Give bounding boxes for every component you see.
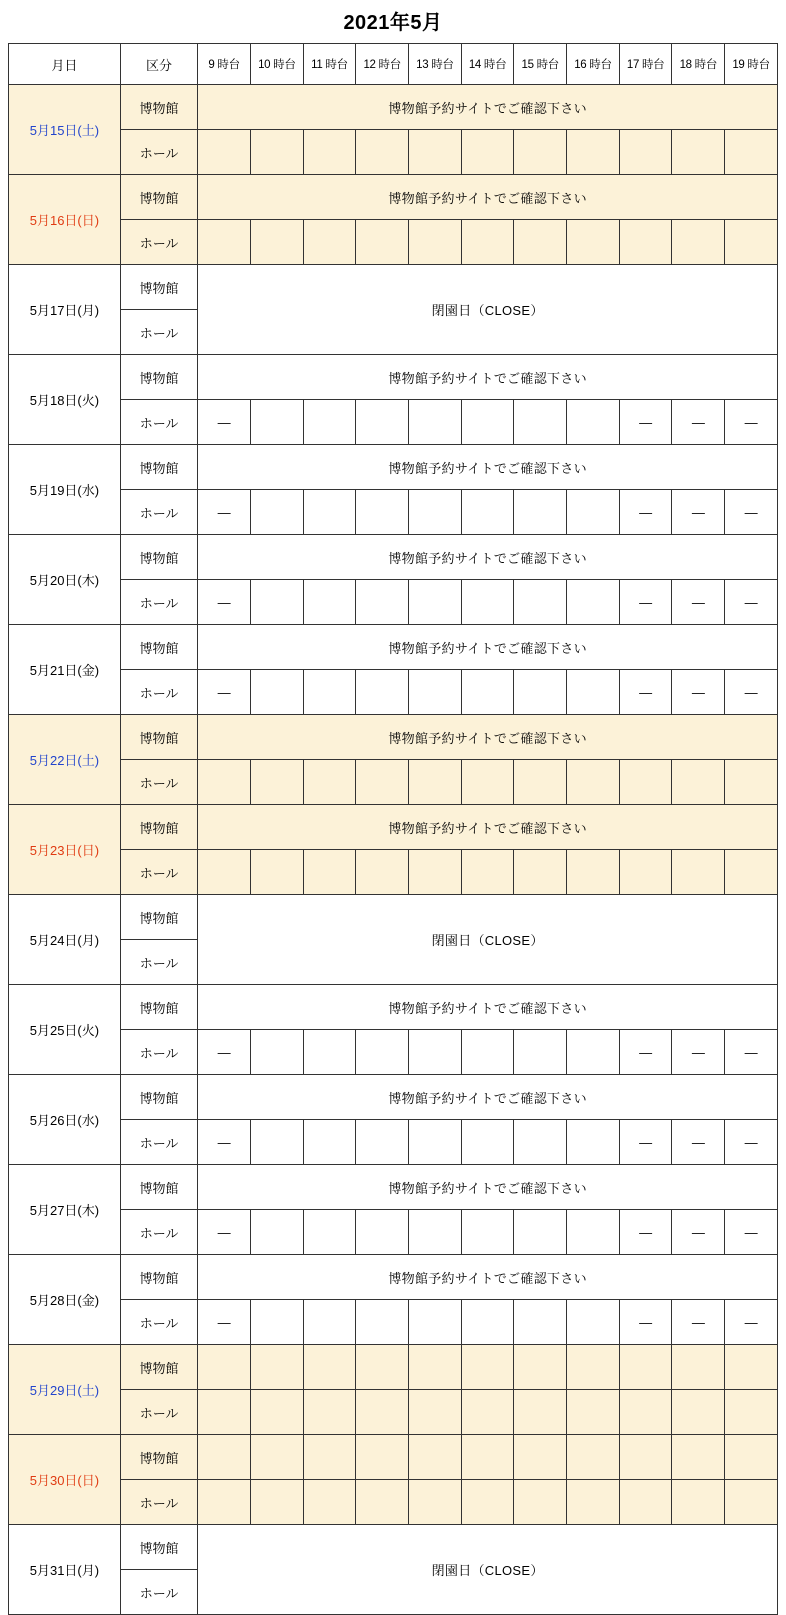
table-row	[9, 895, 778, 940]
slot-hall-9時台[interactable]: —	[198, 1120, 251, 1165]
kind-hall: ホール	[120, 1390, 197, 1435]
slot-hall-11時台[interactable]	[303, 760, 356, 805]
slot-hall-19時台[interactable]: —	[725, 400, 778, 445]
table-row	[9, 265, 778, 310]
slot-hall-9時台[interactable]: —	[198, 1210, 251, 1255]
slot-museum-9時台[interactable]	[198, 1435, 251, 1480]
slot-hall-12時台[interactable]	[356, 580, 409, 625]
slot-museum-19時台[interactable]	[725, 1345, 778, 1390]
slot-hall-15時台[interactable]	[514, 1210, 567, 1255]
slot-hall-19時台[interactable]	[725, 130, 778, 175]
slot-hall-15時台[interactable]	[514, 490, 567, 535]
slot-hall-18時台[interactable]	[672, 1390, 725, 1435]
row-date-6: 5月20日(木)	[9, 535, 121, 625]
slot-hall-10時台[interactable]	[250, 580, 303, 625]
header-hour-17: 17 時台	[619, 44, 672, 85]
reservation-message: 博物館予約サイトでご確認下さい	[198, 985, 778, 1030]
slot-hall-14時台[interactable]	[461, 490, 514, 535]
kind-hall: ホール	[120, 850, 197, 895]
slot-hall-12時台[interactable]	[356, 1120, 409, 1165]
slot-museum-10時台[interactable]	[250, 1435, 303, 1480]
slot-hall-18時台[interactable]	[672, 1480, 725, 1525]
slot-hall-14時台[interactable]	[461, 1480, 514, 1525]
table-row	[9, 85, 778, 130]
row-date-5: 5月19日(水)	[9, 445, 121, 535]
slot-hall-14時台[interactable]	[461, 1120, 514, 1165]
slot-hall-13時台[interactable]	[409, 1480, 462, 1525]
header-row	[9, 44, 778, 85]
slot-hall-16時台[interactable]	[567, 850, 620, 895]
kind-museum: 博物館	[120, 265, 197, 310]
slot-hall-9時台[interactable]	[198, 220, 251, 265]
slot-hall-16時台[interactable]	[567, 220, 620, 265]
table-row	[9, 1075, 778, 1120]
slot-hall-11時台[interactable]	[303, 670, 356, 715]
header-hour-19: 19 時台	[725, 44, 778, 85]
slot-hall-18時台[interactable]: —	[672, 1120, 725, 1165]
slot-hall-16時台[interactable]	[567, 1390, 620, 1435]
reservation-message: 博物館予約サイトでご確認下さい	[198, 1075, 778, 1120]
slot-hall-10時台[interactable]	[250, 760, 303, 805]
kind-hall: ホール	[120, 310, 197, 355]
table-row	[9, 625, 778, 670]
slot-hall-9時台[interactable]: —	[198, 580, 251, 625]
slot-hall-17時台[interactable]: —	[619, 1120, 672, 1165]
reservation-message: 博物館予約サイトでご確認下さい	[198, 805, 778, 850]
table-row	[9, 760, 778, 805]
header-hour-12: 12 時台	[356, 44, 409, 85]
slot-hall-11時台[interactable]	[303, 580, 356, 625]
slot-hall-12時台[interactable]	[356, 760, 409, 805]
slot-hall-15時台[interactable]	[514, 760, 567, 805]
slot-hall-11時台[interactable]	[303, 1120, 356, 1165]
table-row	[9, 670, 778, 715]
slot-hall-16時台[interactable]	[567, 580, 620, 625]
kind-hall: ホール	[120, 1480, 197, 1525]
slot-hall-13時台[interactable]	[409, 850, 462, 895]
kind-hall: ホール	[120, 490, 197, 535]
slot-hall-18時台[interactable]: —	[672, 400, 725, 445]
table-row	[9, 400, 778, 445]
table-row	[9, 715, 778, 760]
slot-hall-17時台[interactable]: —	[619, 580, 672, 625]
slot-hall-13時台[interactable]	[409, 580, 462, 625]
slot-hall-12時台[interactable]	[356, 1210, 409, 1255]
kind-museum: 博物館	[120, 1165, 197, 1210]
table-body	[9, 85, 778, 1615]
slot-hall-13時台[interactable]	[409, 130, 462, 175]
slot-hall-18時台[interactable]	[672, 850, 725, 895]
table-row	[9, 220, 778, 265]
slot-hall-12時台[interactable]	[356, 850, 409, 895]
slot-hall-12時台[interactable]	[356, 1390, 409, 1435]
row-date-13: 5月27日(木)	[9, 1165, 121, 1255]
table-row	[9, 1435, 778, 1480]
slot-hall-16時台[interactable]	[567, 1210, 620, 1255]
slot-museum-18時台[interactable]	[672, 1345, 725, 1390]
row-date-16: 5月30日(日)	[9, 1435, 121, 1525]
slot-hall-13時台[interactable]	[409, 1210, 462, 1255]
slot-museum-11時台[interactable]	[303, 1345, 356, 1390]
slot-hall-11時台[interactable]	[303, 400, 356, 445]
slot-hall-15時台[interactable]	[514, 850, 567, 895]
kind-museum: 博物館	[120, 355, 197, 400]
slot-hall-9時台[interactable]	[198, 850, 251, 895]
table-row	[9, 445, 778, 490]
table-row	[9, 1210, 778, 1255]
slot-hall-10時台[interactable]	[250, 850, 303, 895]
slot-museum-15時台[interactable]	[514, 1345, 567, 1390]
slot-hall-14時台[interactable]	[461, 400, 514, 445]
slot-hall-15時台[interactable]	[514, 1120, 567, 1165]
slot-hall-19時台[interactable]	[725, 760, 778, 805]
slot-hall-13時台[interactable]	[409, 400, 462, 445]
slot-hall-17時台[interactable]: —	[619, 1030, 672, 1075]
slot-hall-16時台[interactable]	[567, 670, 620, 715]
slot-hall-19時台[interactable]: —	[725, 670, 778, 715]
slot-hall-12時台[interactable]	[356, 490, 409, 535]
table-row	[9, 1165, 778, 1210]
table-row	[9, 1480, 778, 1525]
slot-hall-18時台[interactable]: —	[672, 1300, 725, 1345]
slot-hall-9時台[interactable]: —	[198, 1030, 251, 1075]
row-date-9: 5月23日(日)	[9, 805, 121, 895]
slot-hall-10時台[interactable]	[250, 400, 303, 445]
slot-hall-11時台[interactable]	[303, 220, 356, 265]
slot-hall-17時台[interactable]	[619, 130, 672, 175]
header-hour-11: 11 時台	[303, 44, 356, 85]
header-date: 月日	[9, 44, 121, 85]
slot-museum-13時台[interactable]	[409, 1435, 462, 1480]
slot-hall-12時台[interactable]	[356, 1300, 409, 1345]
slot-hall-14時台[interactable]	[461, 670, 514, 715]
kind-museum: 博物館	[120, 985, 197, 1030]
row-date-10: 5月24日(月)	[9, 895, 121, 985]
reservation-message: 博物館予約サイトでご確認下さい	[198, 445, 778, 490]
reservation-message: 博物館予約サイトでご確認下さい	[198, 1165, 778, 1210]
table-row	[9, 985, 778, 1030]
slot-hall-18時台[interactable]: —	[672, 490, 725, 535]
slot-hall-15時台[interactable]	[514, 1390, 567, 1435]
slot-hall-19時台[interactable]: —	[725, 1210, 778, 1255]
slot-hall-17時台[interactable]: —	[619, 670, 672, 715]
slot-hall-9時台[interactable]: —	[198, 400, 251, 445]
row-date-4: 5月18日(火)	[9, 355, 121, 445]
closed-message: 閉園日（CLOSE）	[198, 1525, 778, 1615]
slot-hall-17時台[interactable]: —	[619, 1210, 672, 1255]
slot-hall-13時台[interactable]	[409, 490, 462, 535]
slot-museum-14時台[interactable]	[461, 1435, 514, 1480]
row-date-12: 5月26日(水)	[9, 1075, 121, 1165]
slot-hall-16時台[interactable]	[567, 760, 620, 805]
slot-hall-16時台[interactable]	[567, 400, 620, 445]
slot-hall-15時台[interactable]	[514, 1300, 567, 1345]
header-hour-18: 18 時台	[672, 44, 725, 85]
slot-hall-10時台[interactable]	[250, 1120, 303, 1165]
slot-museum-17時台[interactable]	[619, 1435, 672, 1480]
slot-hall-17時台[interactable]	[619, 220, 672, 265]
slot-hall-18時台[interactable]	[672, 130, 725, 175]
page-title: 2021年5月	[343, 12, 443, 34]
slot-hall-15時台[interactable]	[514, 1030, 567, 1075]
slot-hall-10時台[interactable]	[250, 1030, 303, 1075]
slot-hall-14時台[interactable]	[461, 580, 514, 625]
slot-hall-12時台[interactable]	[356, 670, 409, 715]
kind-hall: ホール	[120, 400, 197, 445]
slot-museum-17時台[interactable]	[619, 1345, 672, 1390]
slot-hall-15時台[interactable]	[514, 400, 567, 445]
header-hour-10: 10 時台	[250, 44, 303, 85]
slot-hall-19時台[interactable]: —	[725, 1120, 778, 1165]
kind-hall: ホール	[120, 670, 197, 715]
reservation-message: 博物館予約サイトでご確認下さい	[198, 535, 778, 580]
slot-hall-14時台[interactable]	[461, 220, 514, 265]
slot-museum-14時台[interactable]	[461, 1345, 514, 1390]
header-hour-9: 9 時台	[198, 44, 251, 85]
schedule-table	[8, 43, 778, 1615]
slot-hall-10時台[interactable]	[250, 1300, 303, 1345]
table-row	[9, 580, 778, 625]
slot-hall-10時台[interactable]	[250, 490, 303, 535]
table-row	[9, 535, 778, 580]
slot-hall-15時台[interactable]	[514, 220, 567, 265]
slot-hall-14時台[interactable]	[461, 760, 514, 805]
row-date-17: 5月31日(月)	[9, 1525, 121, 1615]
slot-hall-13時台[interactable]	[409, 1300, 462, 1345]
kind-hall: ホール	[120, 1120, 197, 1165]
slot-hall-13時台[interactable]	[409, 1390, 462, 1435]
slot-hall-15時台[interactable]	[514, 580, 567, 625]
reservation-message: 博物館予約サイトでご確認下さい	[198, 715, 778, 760]
kind-museum: 博物館	[120, 1255, 197, 1300]
slot-hall-14時台[interactable]	[461, 1300, 514, 1345]
reservation-message: 博物館予約サイトでご確認下さい	[198, 85, 778, 130]
slot-hall-16時台[interactable]	[567, 1120, 620, 1165]
table-row	[9, 130, 778, 175]
slot-hall-18時台[interactable]: —	[672, 580, 725, 625]
slot-hall-9時台[interactable]	[198, 1480, 251, 1525]
table-row	[9, 1525, 778, 1570]
row-date-15: 5月29日(土)	[9, 1345, 121, 1435]
table-row	[9, 490, 778, 535]
slot-museum-19時台[interactable]	[725, 1435, 778, 1480]
kind-hall: ホール	[120, 1210, 197, 1255]
reservation-message: 博物館予約サイトでご確認下さい	[198, 175, 778, 220]
kind-hall: ホール	[120, 1570, 197, 1615]
kind-hall: ホール	[120, 580, 197, 625]
slot-hall-14時台[interactable]	[461, 1210, 514, 1255]
slot-hall-9時台[interactable]	[198, 760, 251, 805]
slot-museum-11時台[interactable]	[303, 1435, 356, 1480]
table-header	[9, 44, 778, 85]
kind-hall: ホール	[120, 1030, 197, 1075]
slot-hall-18時台[interactable]	[672, 760, 725, 805]
kind-museum: 博物館	[120, 625, 197, 670]
table-row	[9, 355, 778, 400]
slot-museum-12時台[interactable]	[356, 1435, 409, 1480]
kind-hall: ホール	[120, 220, 197, 265]
kind-hall: ホール	[120, 760, 197, 805]
header-hour-15: 15 時台	[514, 44, 567, 85]
header-hour-13: 13 時台	[409, 44, 462, 85]
slot-hall-11時台[interactable]	[303, 1480, 356, 1525]
row-date-11: 5月25日(火)	[9, 985, 121, 1075]
row-date-1: 5月15日(土)	[9, 85, 121, 175]
kind-hall: ホール	[120, 940, 197, 985]
slot-hall-17時台[interactable]	[619, 1480, 672, 1525]
kind-museum: 博物館	[120, 805, 197, 850]
slot-hall-15時台[interactable]	[514, 130, 567, 175]
slot-hall-14時台[interactable]	[461, 1390, 514, 1435]
table-row	[9, 1255, 778, 1300]
row-date-8: 5月22日(土)	[9, 715, 121, 805]
slot-hall-17時台[interactable]: —	[619, 400, 672, 445]
slot-hall-16時台[interactable]	[567, 490, 620, 535]
slot-hall-19時台[interactable]: —	[725, 580, 778, 625]
kind-museum: 博物館	[120, 1345, 197, 1390]
slot-museum-18時台[interactable]	[672, 1435, 725, 1480]
kind-museum: 博物館	[120, 1075, 197, 1120]
kind-museum: 博物館	[120, 175, 197, 220]
slot-hall-10時台[interactable]	[250, 670, 303, 715]
slot-hall-19時台[interactable]: —	[725, 1300, 778, 1345]
slot-hall-15時台[interactable]	[514, 1480, 567, 1525]
slot-hall-9時台[interactable]	[198, 130, 251, 175]
slot-hall-18時台[interactable]: —	[672, 1210, 725, 1255]
slot-hall-10時台[interactable]	[250, 1390, 303, 1435]
slot-hall-19時台[interactable]: —	[725, 1030, 778, 1075]
slot-hall-11時台[interactable]	[303, 1210, 356, 1255]
closed-message: 閉園日（CLOSE）	[198, 265, 778, 355]
header-kind: 区分	[120, 44, 197, 85]
slot-museum-13時台[interactable]	[409, 1345, 462, 1390]
kind-hall: ホール	[120, 1300, 197, 1345]
row-date-14: 5月28日(金)	[9, 1255, 121, 1345]
slot-hall-19時台[interactable]	[725, 850, 778, 895]
slot-hall-15時台[interactable]	[514, 670, 567, 715]
slot-hall-10時台[interactable]	[250, 1210, 303, 1255]
slot-museum-9時台[interactable]	[198, 1345, 251, 1390]
slot-hall-13時台[interactable]	[409, 1120, 462, 1165]
slot-hall-19時台[interactable]	[725, 220, 778, 265]
kind-museum: 博物館	[120, 715, 197, 760]
slot-hall-11時台[interactable]	[303, 850, 356, 895]
kind-museum: 博物館	[120, 1525, 197, 1570]
row-date-2: 5月16日(日)	[9, 175, 121, 265]
slot-hall-19時台[interactable]: —	[725, 490, 778, 535]
slot-hall-11時台[interactable]	[303, 130, 356, 175]
table-row	[9, 1390, 778, 1435]
slot-hall-17時台[interactable]	[619, 760, 672, 805]
slot-hall-9時台[interactable]: —	[198, 490, 251, 535]
slot-hall-17時台[interactable]: —	[619, 490, 672, 535]
table-row	[9, 850, 778, 895]
kind-museum: 博物館	[120, 445, 197, 490]
slot-hall-17時台[interactable]	[619, 1390, 672, 1435]
slot-hall-14時台[interactable]	[461, 850, 514, 895]
table-row	[9, 1345, 778, 1390]
table-row	[9, 1300, 778, 1345]
slot-hall-11時台[interactable]	[303, 490, 356, 535]
slot-hall-16時台[interactable]	[567, 1030, 620, 1075]
slot-hall-9時台[interactable]: —	[198, 1300, 251, 1345]
slot-hall-13時台[interactable]	[409, 760, 462, 805]
table-row	[9, 1030, 778, 1075]
kind-museum: 博物館	[120, 1435, 197, 1480]
slot-hall-17時台[interactable]	[619, 850, 672, 895]
slot-hall-10時台[interactable]	[250, 1480, 303, 1525]
slot-hall-13時台[interactable]	[409, 1030, 462, 1075]
slot-museum-12時台[interactable]	[356, 1345, 409, 1390]
header-hour-14: 14 時台	[461, 44, 514, 85]
slot-museum-16時台[interactable]	[567, 1435, 620, 1480]
slot-hall-16時台[interactable]	[567, 1480, 620, 1525]
slot-hall-12時台[interactable]	[356, 1030, 409, 1075]
reservation-message: 博物館予約サイトでご確認下さい	[198, 355, 778, 400]
slot-hall-16時台[interactable]	[567, 1300, 620, 1345]
slot-hall-11時台[interactable]	[303, 1390, 356, 1435]
slot-hall-11時台[interactable]	[303, 1030, 356, 1075]
closed-message: 閉園日（CLOSE）	[198, 895, 778, 985]
kind-museum: 博物館	[120, 85, 197, 130]
slot-hall-9時台[interactable]: —	[198, 670, 251, 715]
slot-hall-12時台[interactable]	[356, 400, 409, 445]
slot-hall-19時台[interactable]	[725, 1480, 778, 1525]
kind-hall: ホール	[120, 130, 197, 175]
slot-hall-16時台[interactable]	[567, 130, 620, 175]
row-date-3: 5月17日(月)	[9, 265, 121, 355]
slot-hall-9時台[interactable]	[198, 1390, 251, 1435]
reservation-message: 博物館予約サイトでご確認下さい	[198, 625, 778, 670]
slot-museum-16時台[interactable]	[567, 1345, 620, 1390]
slot-hall-10時台[interactable]	[250, 220, 303, 265]
kind-museum: 博物館	[120, 535, 197, 580]
table-row	[9, 805, 778, 850]
slot-hall-13時台[interactable]	[409, 220, 462, 265]
slot-hall-10時台[interactable]	[250, 130, 303, 175]
slot-museum-10時台[interactable]	[250, 1345, 303, 1390]
header-hour-16: 16 時台	[567, 44, 620, 85]
slot-hall-17時台[interactable]: —	[619, 1300, 672, 1345]
slot-hall-11時台[interactable]	[303, 1300, 356, 1345]
slot-hall-18時台[interactable]	[672, 220, 725, 265]
slot-hall-12時台[interactable]	[356, 130, 409, 175]
slot-hall-12時台[interactable]	[356, 1480, 409, 1525]
slot-hall-13時台[interactable]	[409, 670, 462, 715]
kind-museum: 博物館	[120, 895, 197, 940]
slot-hall-14時台[interactable]	[461, 1030, 514, 1075]
slot-hall-19時台[interactable]	[725, 1390, 778, 1435]
slot-hall-18時台[interactable]: —	[672, 1030, 725, 1075]
table-row	[9, 1120, 778, 1165]
table-row	[9, 175, 778, 220]
slot-hall-18時台[interactable]: —	[672, 670, 725, 715]
slot-hall-14時台[interactable]	[461, 130, 514, 175]
slot-hall-12時台[interactable]	[356, 220, 409, 265]
row-date-7: 5月21日(金)	[9, 625, 121, 715]
reservation-message: 博物館予約サイトでご確認下さい	[198, 1255, 778, 1300]
slot-museum-15時台[interactable]	[514, 1435, 567, 1480]
